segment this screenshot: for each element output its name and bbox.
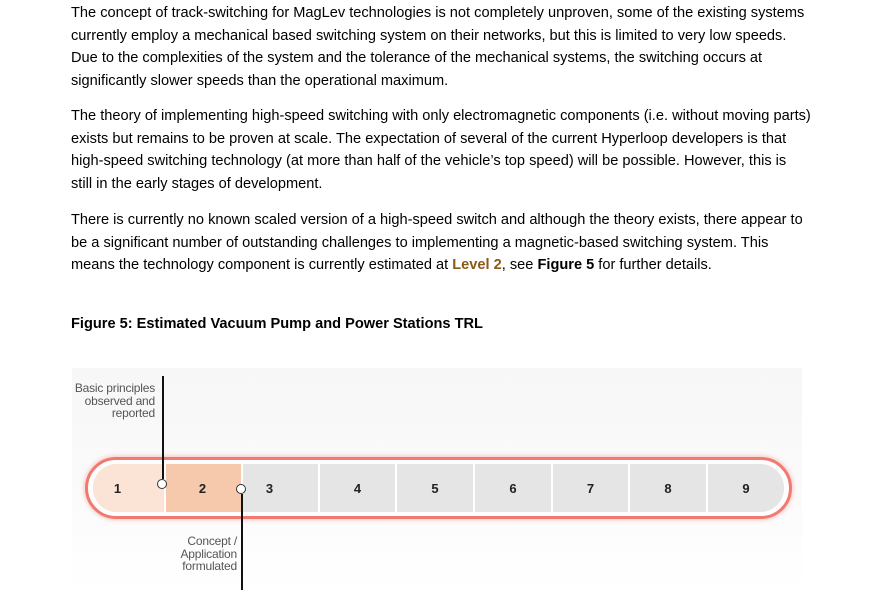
trl-level-8 (630, 464, 708, 512)
trl-level-6 (475, 464, 553, 512)
trl-level-label: 8 (664, 480, 672, 496)
annotation-level-2: Concept / Application formulated (180, 534, 237, 573)
trl-level-label: 7 (586, 480, 595, 496)
trl-level-label: 2 (198, 480, 207, 496)
trl-level-label: 3 (265, 480, 274, 496)
trl-level-label: 1 (113, 480, 122, 496)
paragraph-text: for further details. (594, 257, 712, 274)
annotation-line-level-1 (162, 376, 164, 479)
level-1-marker (157, 479, 167, 489)
trl-scale (93, 464, 784, 512)
trl-level-5 (397, 464, 475, 512)
level-highlight: Level 2 (452, 257, 502, 274)
figure-caption: Figure 5: Estimated Vacuum Pump and Power Stations TRL (71, 316, 483, 332)
figure-reference: Figure 5 (537, 257, 595, 274)
trl-level-3 (243, 464, 320, 512)
trl-level-7 (553, 464, 630, 512)
paragraph-track-switching: The concept of track-switching for MagLev technologies is not completely unproven, some of the existing systems currently employ a mechanical based switching system on their networks, but this is limited to very low speeds. Due to the complexities of the system and the tolerance of the mechanical systems, the switching occurs at significantly slower speeds than the operational maximum. (71, 5, 805, 89)
trl-level-2 (166, 464, 243, 512)
trl-level-4 (320, 464, 397, 512)
trl-level-label: 4 (353, 480, 362, 496)
annotation-level-1: Basic principles observed and reported (74, 381, 155, 420)
annotation-line-level-2 (241, 494, 243, 590)
trl-level-1 (93, 464, 166, 512)
trl-level-label: 9 (742, 480, 750, 496)
trl-level-label: 6 (509, 480, 517, 496)
trl-level-9 (708, 464, 784, 512)
trl-level-label: 5 (431, 480, 439, 496)
paragraph-text: , see (501, 257, 538, 274)
paragraph-high-speed-theory: The theory of implementing high-speed switching with only electromagnetic components (i.e. without moving parts) exists but remains to be proven at scale. The expectation of several of the current Hyperloop developers is that high-speed switching technology (at more than half of the vehicle’s top speed) will be possible. However, this is still in the early stages of development. (71, 108, 811, 192)
level-2-marker (236, 484, 246, 494)
paragraph-trl-estimate (71, 209, 811, 277)
paragraph-text: There is currently no known scaled version of a high-speed switch and although the theory exists, there appear to be a significant number of outstanding challenges to implementing a magnetic-based switching system. This means the technology component is currently estimated at (71, 212, 803, 274)
